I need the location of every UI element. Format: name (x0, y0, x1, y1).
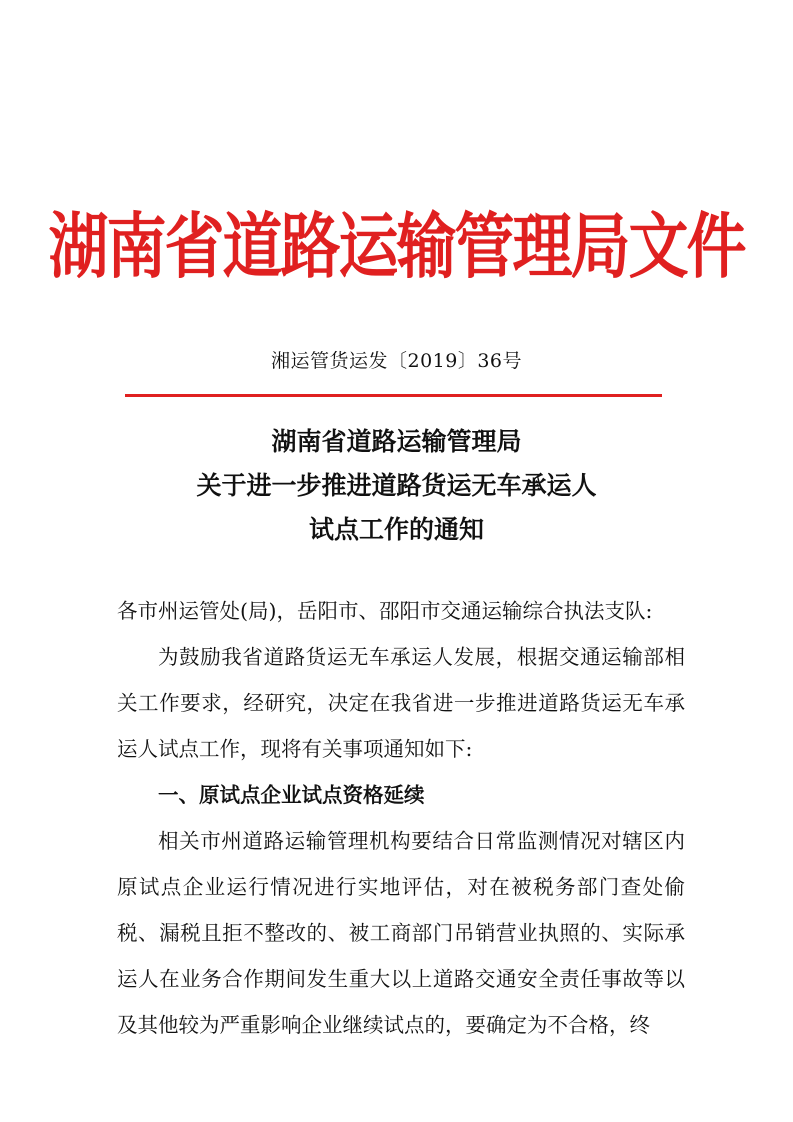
section-heading-1: 一、原试点企业试点资格延续 (158, 783, 425, 807)
red-divider-line (125, 394, 662, 397)
notice-title-line-1: 湖南省道路运输管理局 (271, 427, 522, 456)
notice-title (0, 420, 793, 552)
section-1-paragraph: 相关市州道路运输管理机构要结合日常监测情况对辖区内原试点企业运行情况进行实地评估，对在被税务部门查处偷税、漏税且拒不整改的、被工商部门吊销营业执照的、实际承运人在业务合作期间发生重大以上道路交通安全责任事故等以及其他较为严重影响企业继续试点的，要确定为不合格，终 (117, 829, 685, 1037)
document-body (117, 588, 685, 1048)
intro-paragraph: 为鼓励我省道路货运无车承运人发展，根据交通运输部相关工作要求，经研究，决定在我省进一步推进道路货运无车承运人试点工作，现将有关事项通知如下: (117, 645, 685, 761)
document-number: 湘运管货运发〔2019〕36号 (270, 350, 523, 372)
notice-title-line-2: 关于进一步推进道路货运无车承运人 (196, 471, 597, 500)
issuing-authority-header: 湖南省道路运输管理局文件 (48, 205, 745, 289)
notice-title-line-3: 试点工作的通知 (308, 515, 484, 544)
addressee-line: 各市州运管处(局)，岳阳市、邵阳市交通运输综合执法支队: (117, 599, 653, 623)
